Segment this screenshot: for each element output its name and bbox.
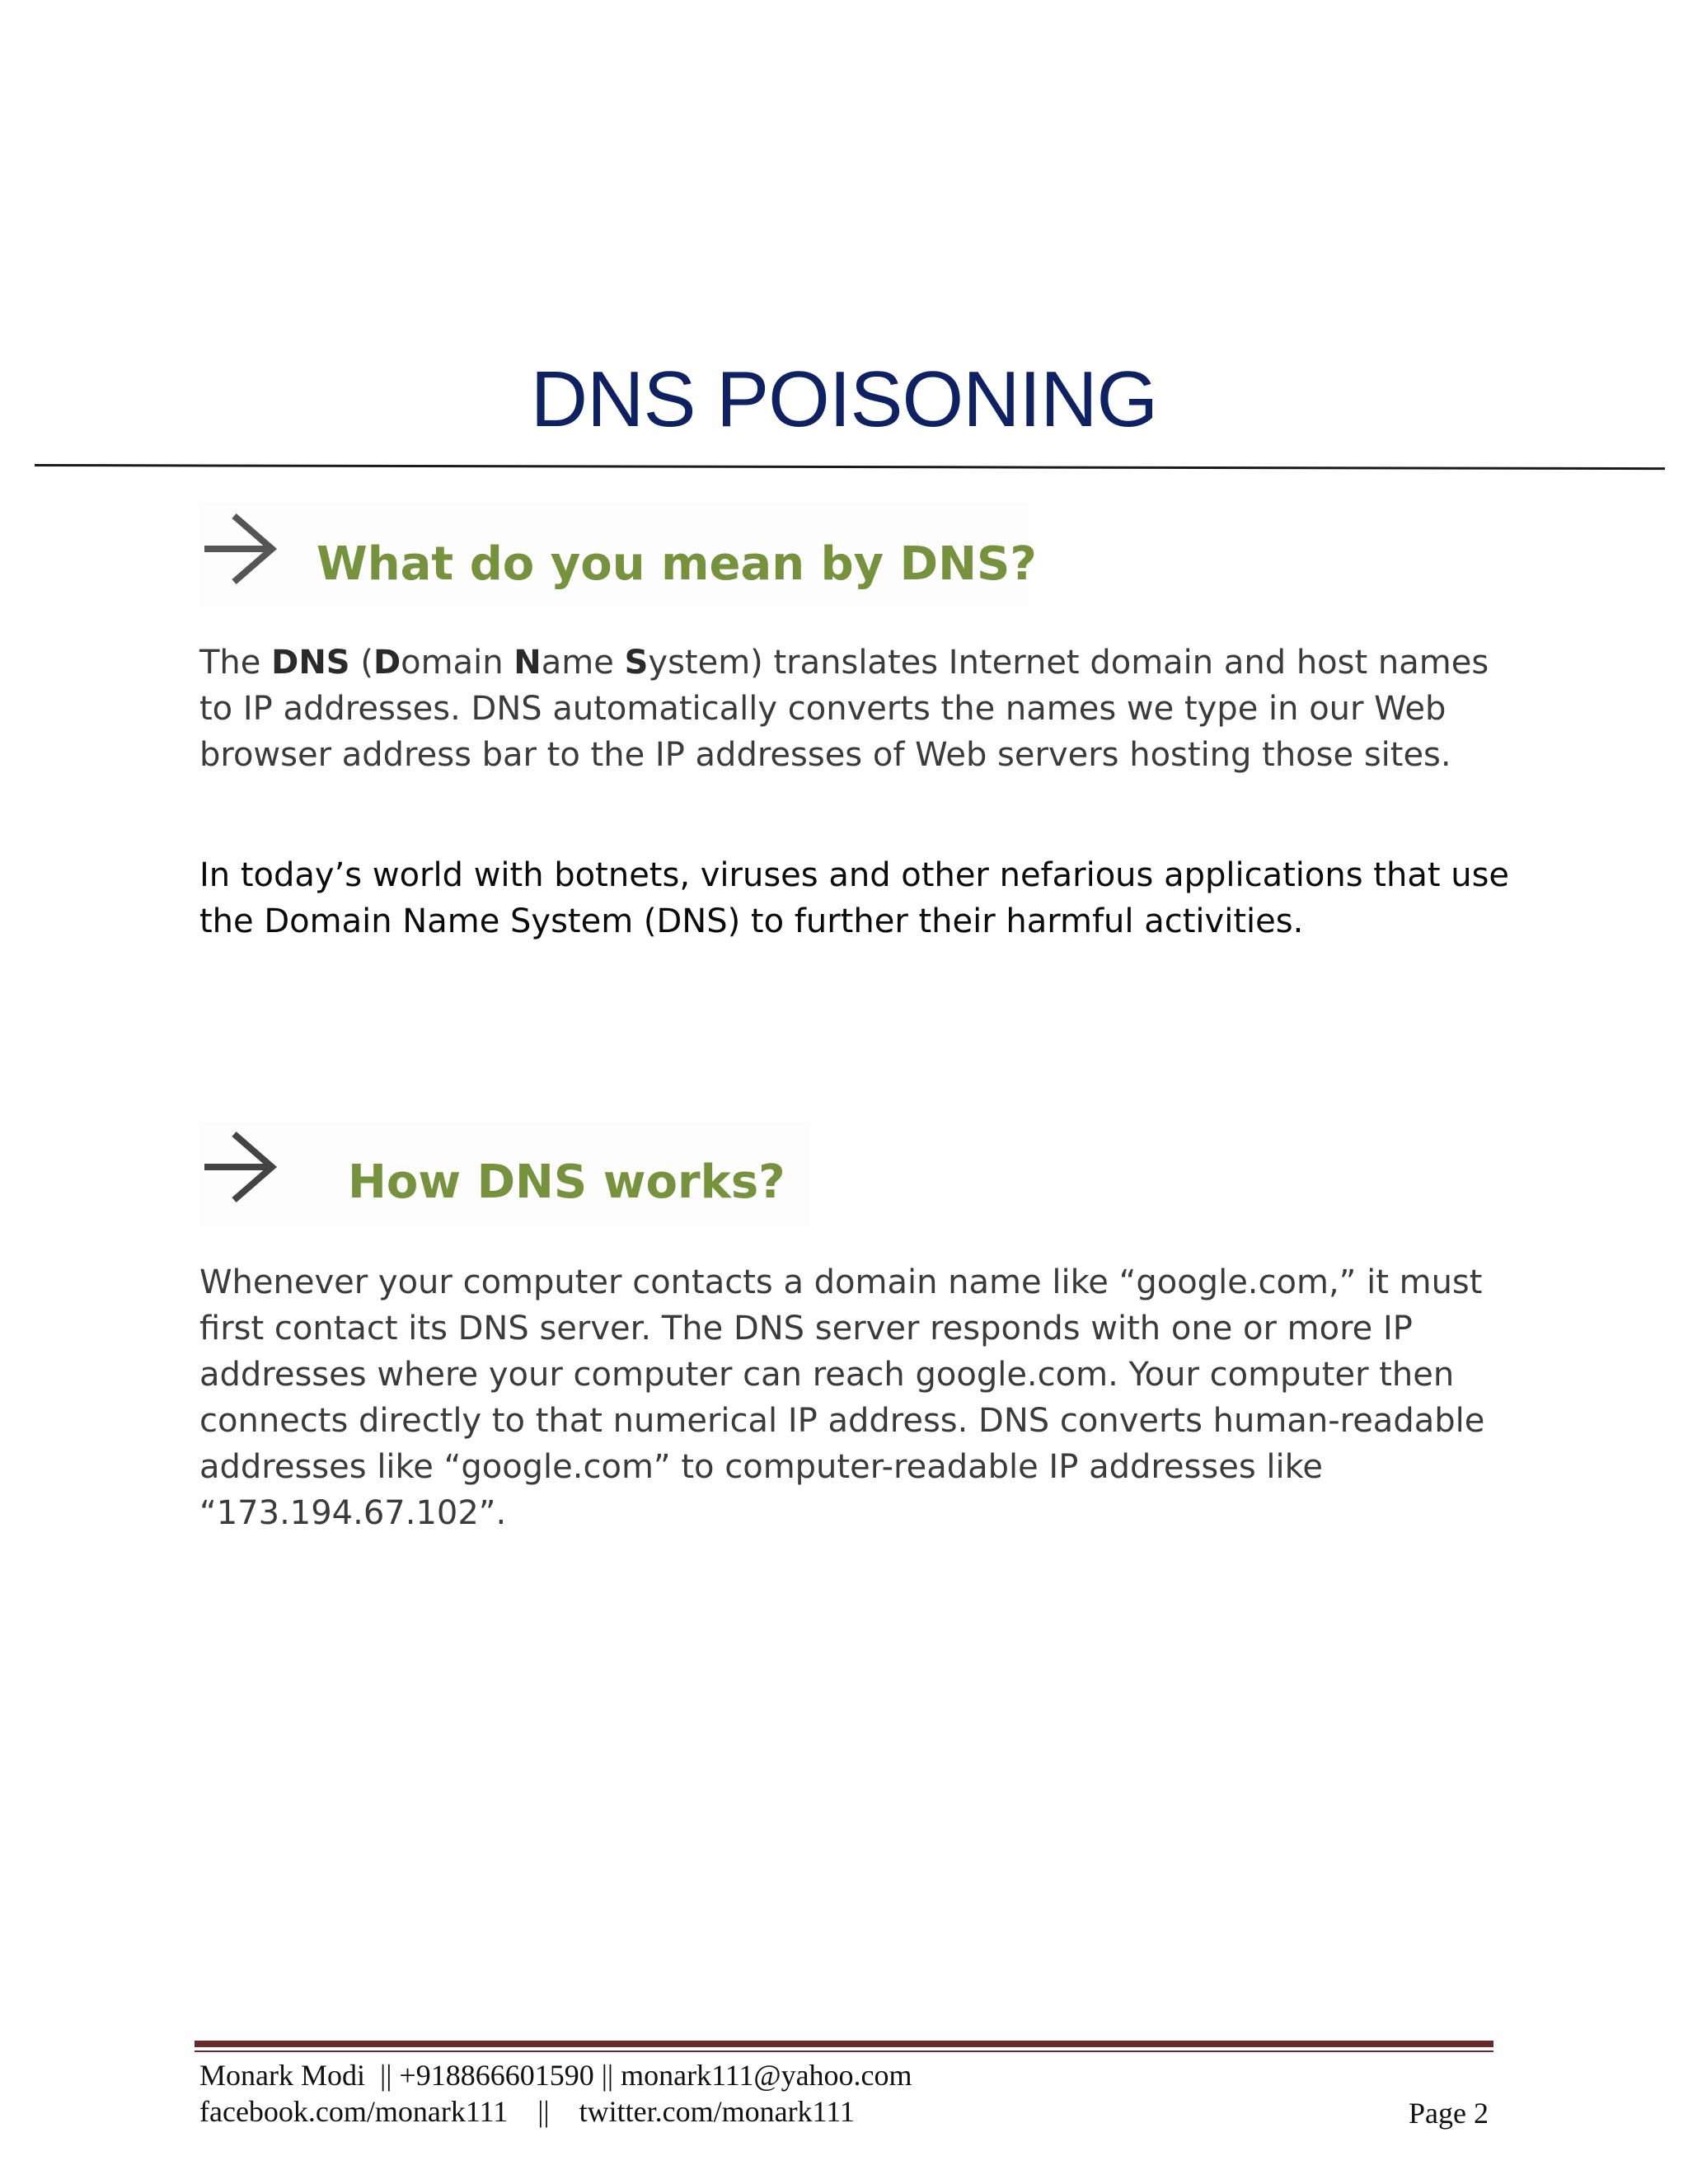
text-run-bold: DNS — [271, 644, 350, 682]
page-title: DNS POISONING — [530, 355, 1158, 443]
right-arrow-icon — [199, 509, 282, 592]
paragraph-how-dns-works: Whenever your computer contacts a domain name like “google.com,” it must first contact its DNS server. The DNS server responds with one or more IP addresses where your computer can reach google.com. Your computer then connects directly to that numerical IP address. DNS converts human-readable addresses like “google.com” to computer-readable IP addresses like “173.194.67.102”. — [199, 1263, 1485, 1532]
section-header-how-dns-works — [199, 1122, 809, 1230]
text-run: The — [199, 644, 272, 682]
text-run: ystem) translates Internet domain and host names to IP addresses. DNS automatically converts the names we type in our Web browser address bar to the IP addresses of Web servers hosting those sites. — [199, 644, 1489, 774]
footer-divider — [195, 2041, 1493, 2047]
footer-contact: Monark Modi || +918866601590 || monark111@yahoo.com — [199, 2059, 912, 2092]
section-header-what-is-dns — [199, 503, 1037, 610]
section-heading: How DNS works? — [348, 1155, 785, 1209]
right-arrow-icon — [199, 1127, 282, 1210]
footer-social: facebook.com/monark111 || twitter.com/monark111 — [199, 2095, 855, 2128]
paragraph-dns-definition — [199, 640, 1518, 778]
page-number: Page 2 — [1409, 2097, 1489, 2130]
text-run-bold: N — [513, 644, 542, 682]
text-run: omain — [401, 644, 514, 682]
text-run: ( — [349, 644, 373, 682]
paragraph-botnets: In today’s world with botnets, viruses and other nefarious applications that use the Domain Name System (DNS) to further their harmful activities. — [199, 856, 1510, 940]
section-heading: What do you mean by DNS? — [316, 537, 1037, 591]
footer-divider-thin — [195, 2050, 1493, 2052]
text-run-bold: S — [624, 644, 649, 682]
text-run-bold: D — [373, 644, 401, 682]
text-run: ame — [541, 644, 625, 682]
title-divider — [35, 464, 1665, 470]
